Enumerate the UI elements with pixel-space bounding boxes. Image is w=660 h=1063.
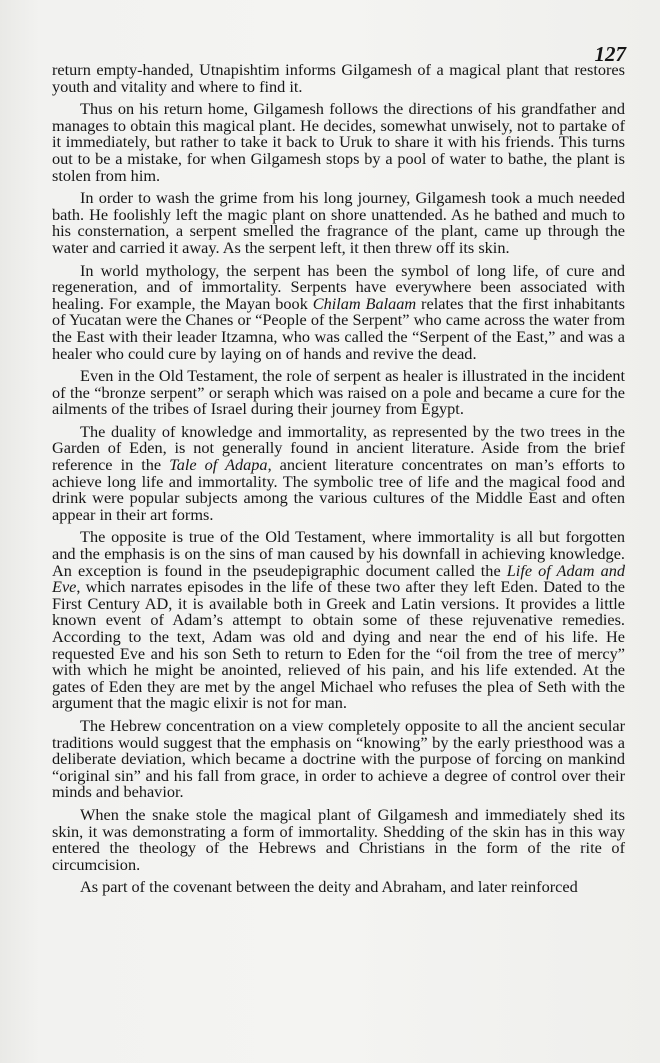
text-run: The opposite is true of the Old Testament, where immortality is all but forgotten and the emphasis is on the sins of man caused by his downfall in achieving knowledge. An exception is found in the pseudepigraphic document called the <box>52 527 625 580</box>
text-run: relates that the first inhabitants of Yucatan were the Chanes or “People of the Serpent” who came across the water from the East with their leader Itzamna, who was called the “Serpent of the East,” and was a healer who could cure by laying on of hands and revive the dead. <box>52 293 625 363</box>
page-number: 127 <box>594 42 626 66</box>
paragraph <box>52 62 625 95</box>
text-run: The Hebrew concentration on a view completely opposite to all the ancient secular traditions would suggest that the emphasis on “knowing” by the early priesthood was a deliberate deviation, which became a doctrine with the purpose of forcing on mankind “original sin” and his fall from grace, in order to achieve a degree of control over their minds and behavior. <box>52 715 625 802</box>
paragraph <box>52 804 625 874</box>
paragraph <box>52 368 625 418</box>
paragraph <box>52 715 625 802</box>
text-run: Even in the Old Testament, the role of serpent as healer is illustrated in the incident of the “bronze serpent” or seraph which was raised on a pole and became a cure for the ailments of the tribes of Israel during their journey from Egypt. <box>52 366 625 419</box>
italic-title: Tale of Adapa <box>169 455 268 475</box>
text-run: In world mythology, the serpent has been the symbol of long life, of cure and regeneration, and of immortality. Serpents have everywhere been associated with healing. For example, the Mayan book <box>52 260 625 313</box>
paragraph <box>52 879 625 896</box>
paragraph <box>52 529 625 712</box>
paragraph <box>52 421 626 524</box>
paragraph <box>52 190 625 256</box>
text-run: , ancient literature concentrates on man’s efforts to achieve long life and immortality. The symbolic tree of life and the magical food and drink were popular subjects among the various cultures of the Middle East and often appear in their art forms. <box>52 455 626 524</box>
paragraph <box>52 101 625 184</box>
italic-title: Life of Adam and Eve <box>52 560 625 597</box>
text-run: In order to wash the grime from his long journey, Gilgamesh took a much needed bath. He foolishly left the magic plant on shore unattended. As he bathed and much to his consternation, a serpent smelled the fragrance of the plant, came up through the water and carried it away. As the serpent left, it then threw off its skin. <box>52 188 625 257</box>
text-run: When the snake stole the magical plant of Gilgamesh and immediately shed its skin, it was demonstrating a form of immortality. Shedding of the skin has in this way entered the theology of the Hebrews and Christians in the form of the rite of circumcision. <box>52 804 625 874</box>
text-run: The duality of knowledge and immortality, as represented by the two trees in the Garden of Eden, is not generally found in ancient literature. Aside from the brief reference in the <box>52 421 625 475</box>
text-run: return empty-handed, Utnapishtim informs Gilgamesh of a magical plant that restores youth and vitality and where to find it. <box>52 60 625 96</box>
text-run: As part of the covenant between the deity and Abraham, and later reinforced <box>80 877 578 897</box>
text-run: , which narrates episodes in the life of these two after they left Eden. Dated to the First Century AD, it is available both in Greek and Latin versions. It provides a little known event of Adam’s attempt to obtain some of these rejuvenative remedies. According to the text, Adam was old and dying and near the end of his life. He requested Eve and his son Seth to return to Eden for the “oil from the tree of mercy” with which he might be anointed, relieved of his pain, and his life extended. At the gates of Eden they are met by the angel Michael who refuses the plea of Seth with the argument that the magic elixir is not for man. <box>52 577 625 713</box>
text-run: Thus on his return home, Gilgamesh follows the directions of his grandfather and manages to obtain this magical plant. He decides, somewhat unwisely, not to partake of it immediately, but rather to take it back to Uruk to share it with his friends. This turns out to be a mistake, for when Gilgamesh stops by a pool of water to bathe, the plant is stolen from him. <box>52 99 625 185</box>
paragraph <box>52 260 625 363</box>
body-text <box>52 62 625 896</box>
italic-title: Chilam Balaam <box>312 293 417 313</box>
